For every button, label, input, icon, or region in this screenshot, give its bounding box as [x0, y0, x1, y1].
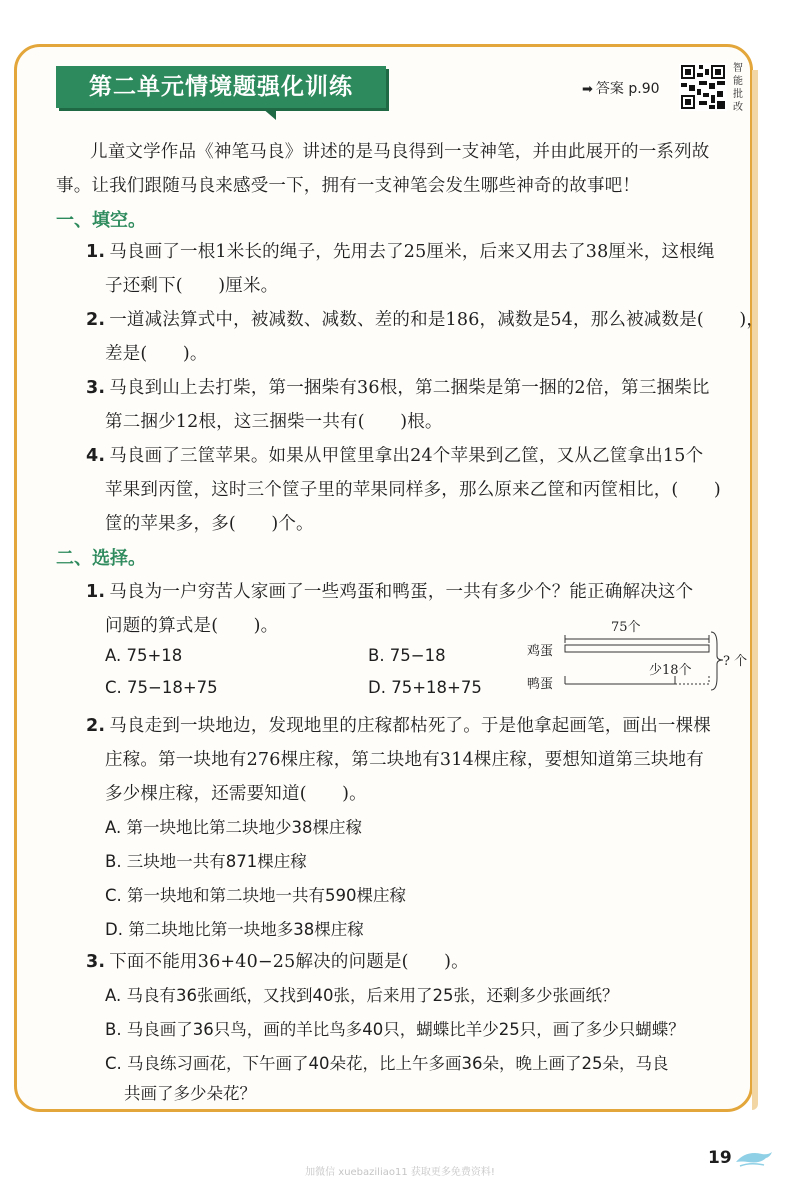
diagram-total-brace	[711, 632, 723, 690]
choice-q1-line-2: 问题的算式是( )。	[105, 616, 279, 636]
choice-q1-line-1: 1. 马良为一户穷苦人家画了一些鸡蛋和鸭蛋，一共有多少个？能正确解决这个	[86, 582, 694, 602]
frame-shadow	[752, 70, 758, 1110]
fill-q1-line-2: 子还剩下( )厘米。	[105, 276, 279, 296]
choice-q2-line-2: 庄稼。第一块地有276棵庄稼，第二块地有314棵庄稼，要想知道第三块地有	[105, 750, 705, 770]
page-number: 19	[708, 1148, 732, 1168]
intro-line-1: 儿童文学作品《神笔马良》讲述的是马良得到一支神笔，并由此展开的一系列故	[90, 142, 710, 162]
choice-q1-option-a[interactable]: A. 75+18	[105, 646, 183, 665]
page-title: 第二单元情境题强化训练	[89, 74, 353, 100]
choice-q1-option-b[interactable]: B. 75−18	[368, 646, 446, 665]
qr-code-icon[interactable]	[679, 63, 727, 111]
diagram-bar-chicken	[565, 645, 709, 652]
fill-q1-line-1: 1. 马良画了一根1米长的绳子，先用去了25厘米，后来又用去了38厘米，这根绳	[86, 242, 715, 262]
fill-q2-line-1: 2. 一道减法算式中，被减数、减数、差的和是186，减数是54，那么被减数是( )，	[86, 310, 765, 330]
section-choice-title: 二、选择。	[56, 548, 146, 569]
intro-line-2: 事。让我们跟随马良来感受一下，拥有一支神笔会发生哪些神奇的故事吧！	[56, 176, 641, 196]
diagram-less-label: 少18个	[649, 663, 692, 678]
choice-q2-option-d[interactable]: D. 第二块地比第一块地多38棵庄稼	[105, 920, 364, 939]
choice-q1-option-d[interactable]: D. 75+18+75	[368, 678, 482, 697]
arrow-right-icon: ➡	[582, 82, 593, 97]
answer-ref-text: 答案 p.90	[595, 81, 660, 97]
diagram-total-label: ? 个	[723, 654, 748, 669]
choice-q3-option-c-cont: 共画了多少朵花？	[124, 1084, 256, 1103]
section-fill-in-title: 一、填空。	[56, 210, 146, 231]
choice-q2-line-3: 多少棵庄稼，还需要知道( )。	[105, 784, 367, 804]
choice-q2-option-b[interactable]: B. 三块地一共有871棵庄稼	[105, 852, 307, 871]
fill-q4-line-3: 筐的苹果多，多( )个。	[105, 514, 314, 534]
smart-grading-label: 智 能 批 改	[733, 63, 743, 113]
fill-q4-line-2: 苹果到丙筐，这时三个筐子里的苹果同样多，那么原来乙筐和丙筐相比，( )	[105, 480, 721, 500]
choice-q3-option-b[interactable]: B. 马良画了36只鸟，画的羊比鸟多40只，蝴蝶比羊少25只，画了多少只蝴蝶？	[105, 1020, 685, 1039]
fill-q3-line-2: 第二捆少12根，这三捆柴一共有( )根。	[105, 412, 443, 432]
choice-q2-option-c[interactable]: C. 第一块地和第二块地一共有590棵庄稼	[105, 886, 407, 905]
line-segment-diagram	[525, 618, 750, 698]
choice-q3-line-1: 3. 下面不能用36+40−25解决的问题是( )。	[86, 952, 469, 972]
banner-tail	[262, 108, 276, 120]
fill-q2-line-2: 差是( )。	[105, 344, 208, 364]
choice-q3-option-c[interactable]: C. 马良练习画花，下午画了40朵花，比上午多画36朵，晚上画了25朵，马良	[105, 1054, 669, 1073]
diagram-row2-label: 鸭蛋	[527, 677, 554, 692]
fill-q3-line-1: 3. 马良到山上去打柴，第一捆柴有36根，第二捆柴是第一捆的2倍，第三捆柴比	[86, 378, 710, 398]
diagram-row1-label: 鸡蛋	[527, 644, 554, 659]
answer-reference[interactable]	[582, 78, 660, 98]
choice-q1-option-c[interactable]: C. 75−18+75	[105, 678, 218, 697]
fill-q4-line-1: 4. 马良画了三筐苹果。如果从甲筐里拿出24个苹果到乙筐，又从乙筐拿出15个	[86, 446, 704, 466]
diagram-top-label: 75个	[611, 620, 641, 635]
choice-q2-line-1: 2. 马良走到一块地边，发现地里的庄稼都枯死了。于是他拿起画笔，画出一棵棵	[86, 716, 712, 736]
title-banner	[56, 66, 386, 108]
choice-q3-option-a[interactable]: A. 马良有36张画纸，又找到40张，后来用了25张，还剩多少张画纸？	[105, 986, 619, 1005]
choice-q2-option-a[interactable]: A. 第一块地比第二块地少38棵庄稼	[105, 818, 362, 837]
footer-watermark: 加微信 xuebaziliao11 获取更多免费资料!	[305, 1167, 495, 1178]
